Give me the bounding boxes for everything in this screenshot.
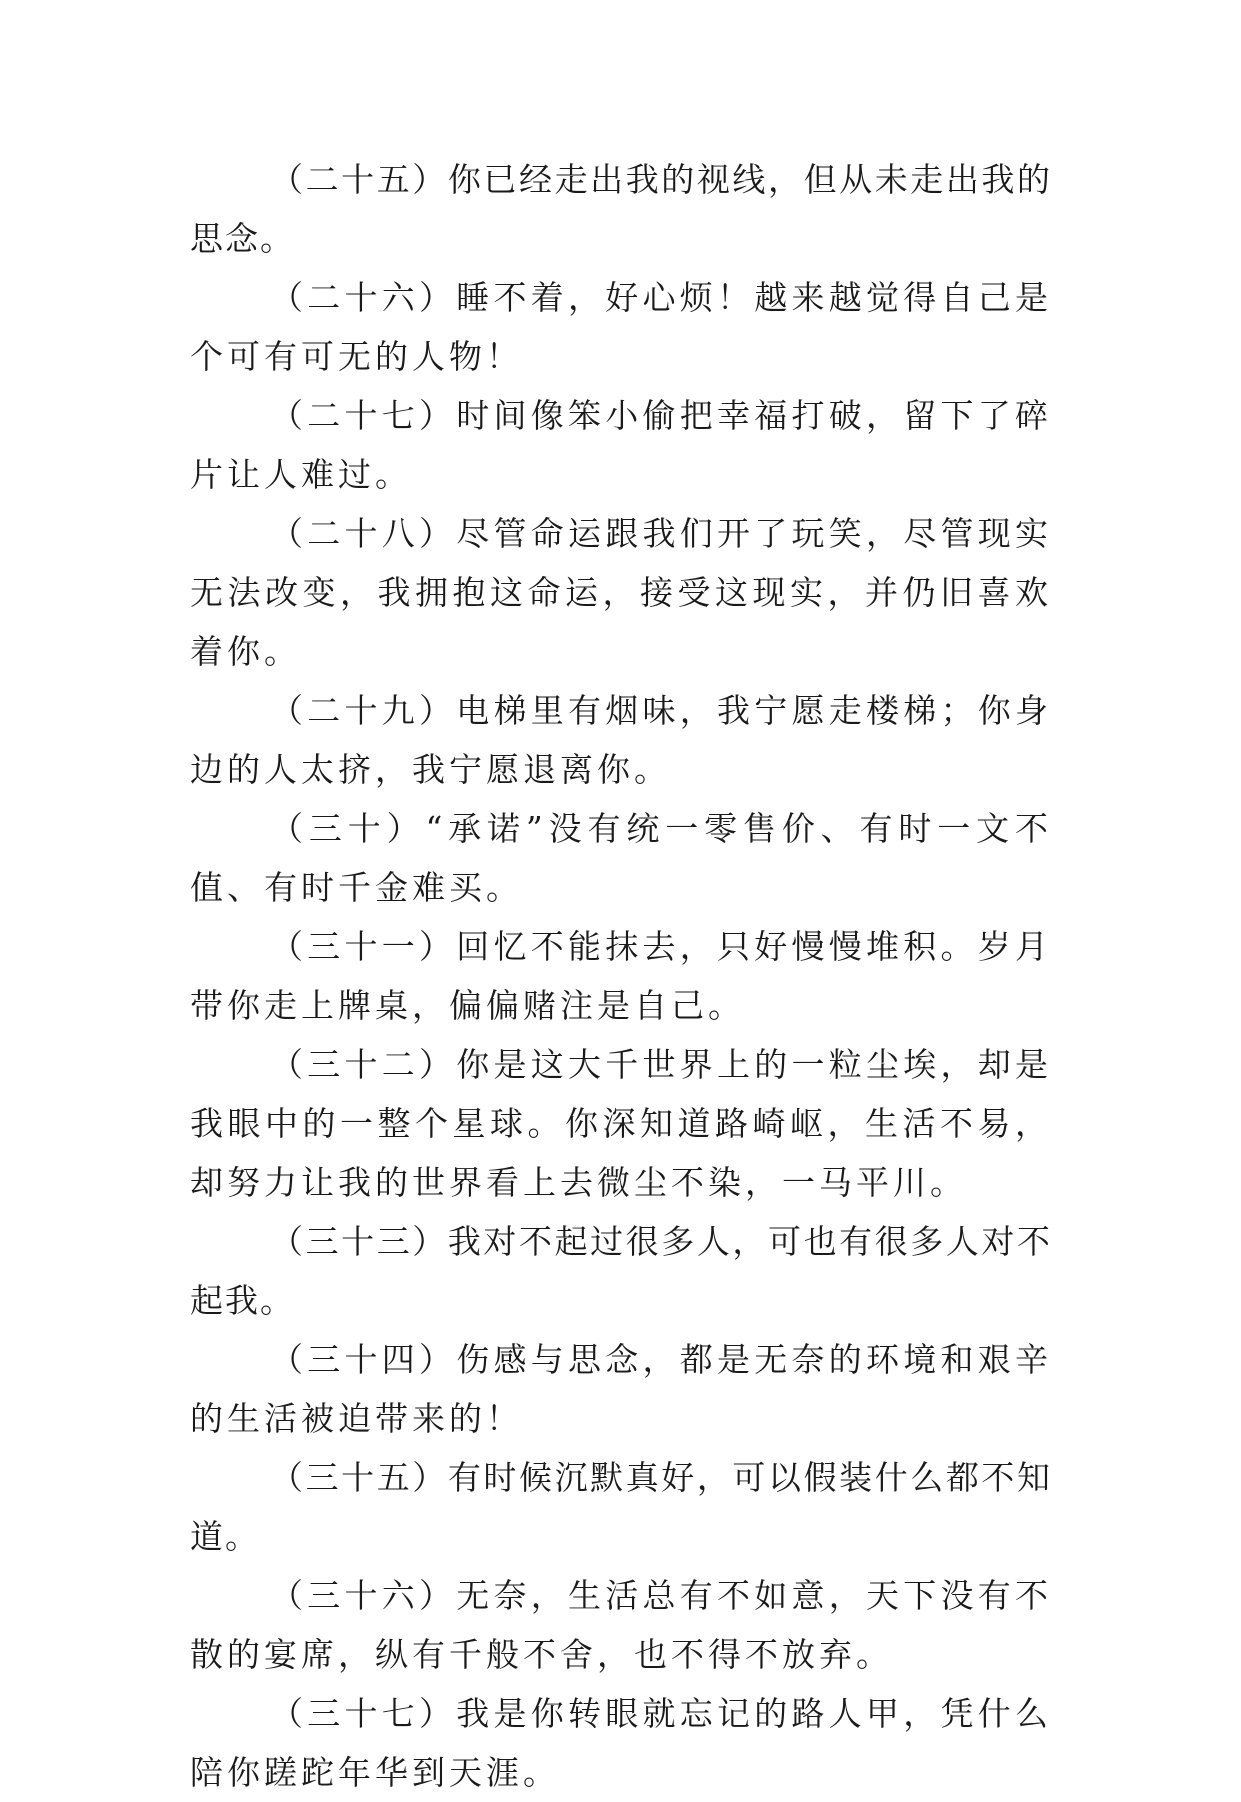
paragraph-35: （三十五）有时候沉默真好，可以假装什么都不知道。 [190, 1458, 1052, 1556]
paragraph-32: （三十二）你是这大千世界上的一粒尘埃，却是我眼中的一整个星球。你深知道路崎岖，生活不易，却努力让我的世界看上去微尘不染，一马平川。 [190, 1045, 1052, 1202]
paragraph-37: （三十七）我是你转眼就忘记的路人甲，凭什么陪你蹉跎年华到天涯。 [190, 1694, 1052, 1792]
paragraph-26: （二十六）睡不着，好心烦！越来越觉得自己是个可有可无的人物！ [190, 278, 1052, 376]
paragraph-29: （二十九）电梯里有烟味，我宁愿走楼梯；你身边的人太挤，我宁愿退离你。 [190, 691, 1052, 789]
paragraph-27: （二十七）时间像笨小偷把幸福打破，留下了碎片让人难过。 [190, 396, 1052, 494]
document-body [190, 150, 1052, 1802]
paragraph-31: （三十一）回忆不能抹去，只好慢慢堆积。岁月带你走上牌桌，偏偏赌注是自己。 [190, 927, 1052, 1025]
paragraph-36: （三十六）无奈，生活总有不如意，天下没有不散的宴席，纵有千般不舍，也不得不放弃。 [190, 1576, 1052, 1674]
paragraph-34: （三十四）伤感与思念，都是无奈的环境和艰辛的生活被迫带来的！ [190, 1340, 1052, 1438]
paragraph-33: （三十三）我对不起过很多人，可也有很多人对不起我。 [190, 1222, 1052, 1320]
paragraph-28: （二十八）尽管命运跟我们开了玩笑，尽管现实无法改变，我拥抱这命运，接受这现实，并仍旧喜欢着你。 [190, 514, 1052, 671]
paragraph-30: （三十）“承诺”没有统一零售价、有时一文不值、有时千金难买。 [190, 809, 1052, 907]
paragraph-25: （二十五）你已经走出我的视线，但从未走出我的思念。 [190, 160, 1052, 258]
